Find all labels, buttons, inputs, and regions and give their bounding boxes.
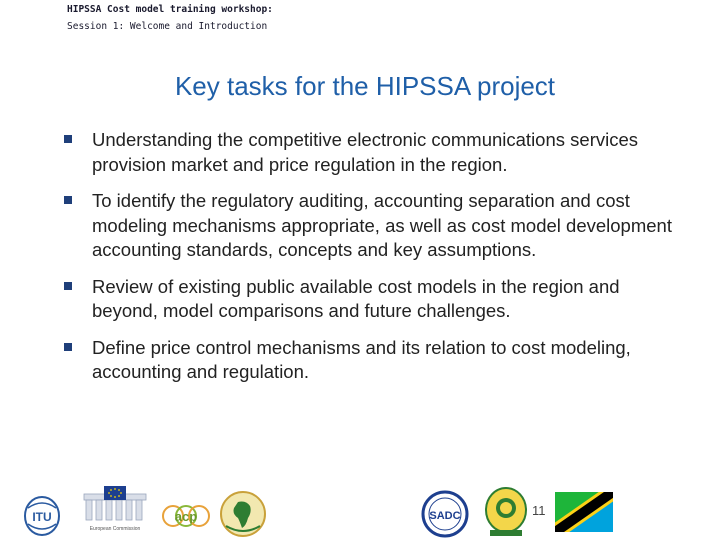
- square-bullet-icon: [64, 196, 72, 204]
- bullet-item: [64, 336, 684, 385]
- eac-emblem-logo: [484, 486, 528, 540]
- tanzania-flag-icon: [555, 492, 613, 532]
- header-session-title: Session 1: Welcome and Introduction: [67, 21, 268, 32]
- header-workshop-title: HIPSSA Cost model training workshop:: [67, 4, 273, 15]
- acp-logo-text: acp: [174, 509, 198, 524]
- bullet-item: [64, 189, 684, 263]
- square-bullet-icon: [64, 135, 72, 143]
- sadc-logo-text: SADC: [429, 510, 461, 522]
- bullet-list: [64, 128, 684, 385]
- ec-logo-text: European Commission: [89, 526, 141, 532]
- bullet-text: Review of existing public available cost models in the region and beyond, model comparisons and future challenges.: [92, 275, 620, 321]
- slide-title: Key tasks for the HIPSSA project: [174, 71, 556, 101]
- bullet-text: Understanding the competitive electronic communications services provision market and price regulation in the region.: [92, 129, 639, 175]
- bullet-item: [64, 275, 684, 324]
- page-number: 11: [532, 503, 546, 518]
- bullet-text: Define price control mechanisms and its relation to cost modeling, accounting and regulation.: [92, 336, 631, 382]
- acp-logo: [160, 496, 212, 536]
- sadc-logo: [420, 490, 470, 538]
- itu-logo: [22, 494, 62, 538]
- bullet-text: To identify the regulatory auditing, accounting separation and cost modeling mechanisms appropriate, as well as cost model development accounting standards, concepts and key assumptions.: [92, 190, 672, 260]
- european-commission-logo: [80, 484, 150, 540]
- african-union-logo: [218, 488, 268, 540]
- itu-logo-text: ITU: [32, 510, 52, 524]
- square-bullet-icon: [64, 343, 72, 351]
- bullet-item: [64, 128, 684, 177]
- square-bullet-icon: [64, 282, 72, 290]
